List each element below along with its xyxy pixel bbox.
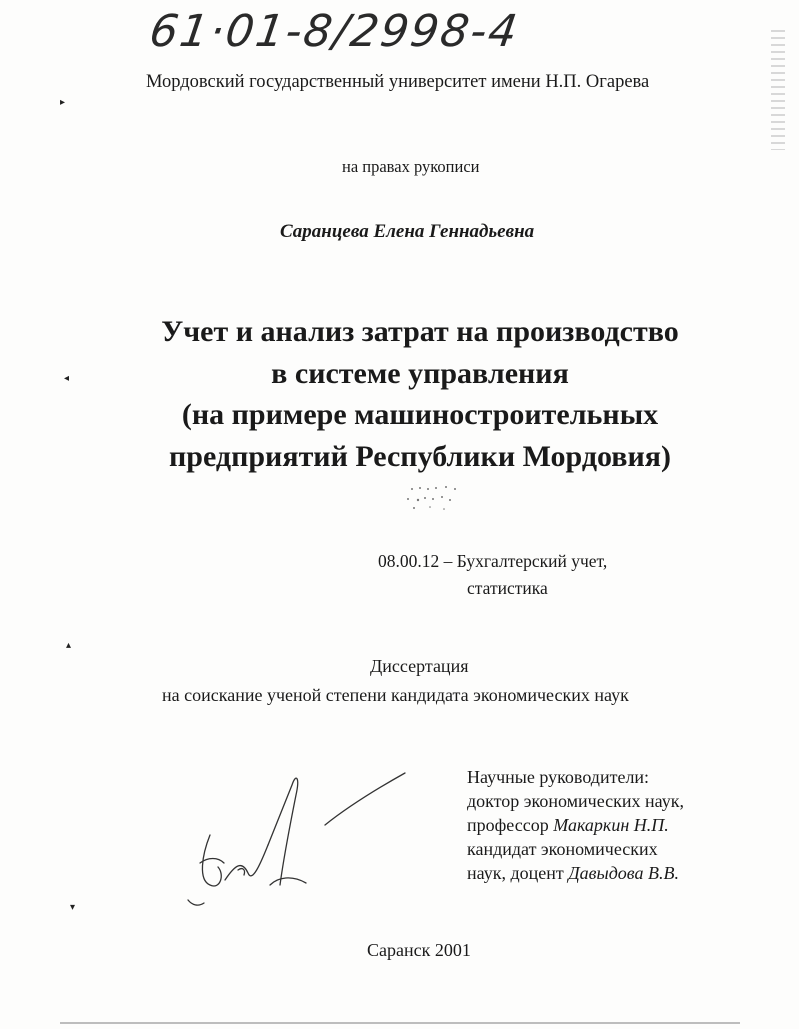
rights-note: на правах рукописи [342,157,480,176]
specialty-name-continued: статистика [467,578,548,598]
supervisor-1-rank: профессор [467,815,554,835]
title-line: предприятий Республики Мордовия) [169,439,671,473]
specialty-code: 08.00.12 – Бухгалтерский учет, [378,551,608,571]
dissertation-purpose: на соискание ученой степени кандидата экономических наук [162,685,629,705]
margin-tick-mark: ▴ [66,640,72,651]
supervisor-2-rank: наук, доцент [467,863,569,883]
title-line: Учет и анализ затрат на производство [161,315,679,348]
title-line: в системе управления [271,356,569,390]
dissertation-title [0,311,799,477]
author-name: Саранцева Елена Геннадьевна [280,221,535,242]
supervisor-2-name: Давыдова В.В. [568,863,679,883]
supervisor-2-title [467,861,684,885]
margin-tick-mark: ◂ [64,373,70,384]
signature-scribble [180,765,420,915]
stamp-smudge [400,483,470,513]
margin-tick-mark: ▸ [60,97,66,108]
scan-bottom-line [60,1022,740,1024]
supervisors-heading: Научные руководители: [467,767,650,787]
margin-tick-mark: ▾ [70,902,76,913]
city-year: Саранск 2001 [367,940,471,960]
title-line: (на примере машиностроительных [181,398,659,431]
scan-edge-artifact [771,30,785,150]
supervisor-1-title [467,813,684,837]
supervisors-block [467,765,684,885]
university-name: Мордовский государственный университет имени Н.П. Огарева [146,72,650,92]
supervisor-2-degree: кандидат экономических [467,839,658,859]
supervisor-1-name: Макаркин Н.П. [553,815,669,835]
archive-code-handwritten: 61·01-8/2998-4 [146,6,523,57]
dissertation-type: Диссертация [370,656,469,676]
supervisor-1-degree: доктор экономических наук, [467,791,684,811]
